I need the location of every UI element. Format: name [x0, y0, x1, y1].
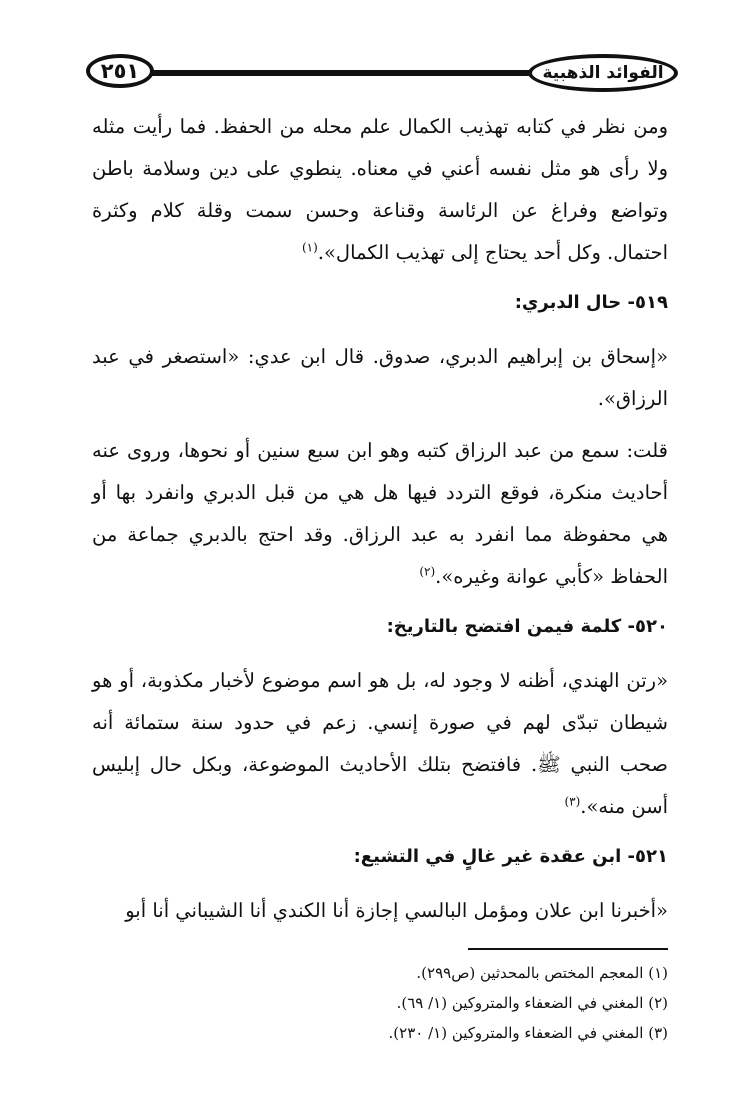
footnote-ref: (٣) — [564, 794, 581, 809]
footnote-divider — [468, 948, 668, 950]
paragraph-dabri-comment — [92, 430, 668, 598]
footnote-ref: (١) — [301, 240, 318, 255]
page-number: ٢٥١ — [86, 54, 154, 88]
paragraph-ibn-uqda — [92, 890, 668, 932]
section-heading-521: ٥٢١- ابن عقدة غير غالٍ في التشيع: — [353, 846, 668, 867]
paragraph-text: «إسحاق بن إبراهيم الدبري، صدوق. قال ابن عدي: «استصغر في عبد الرزاق». — [92, 345, 668, 410]
page-header — [86, 46, 678, 100]
footnote-ref: (٢) — [419, 564, 436, 579]
paragraph-ratan — [92, 660, 668, 828]
main-text — [92, 106, 668, 942]
paragraph-intro — [92, 106, 668, 274]
paragraph-dabri-quote — [92, 336, 668, 420]
footnote-1: (١) المعجم المختص بالمحدثين (ص٢٩٩). — [416, 964, 668, 982]
paragraph-text: ومن نظر في كتابه تهذيب الكمال علم محله من الحفظ. فما رأيت مثله ولا رأى هو مثل نفسه أعني في معناه. ينطوي على دين وسلامة باطن وتواضع وفراغ عن الرئاسة وقناعة وحسن سمت وقلة كلام وكثرة احتمال. وكل أحد يحتاج إلى تهذيب الكمال». — [92, 115, 668, 264]
footnotes — [92, 958, 668, 1048]
footnote-2: (٢) المغني في الضعفاء والمتروكين (١/ ٦٩). — [396, 994, 668, 1012]
section-heading-519: ٥١٩- حال الدبري: — [514, 292, 668, 313]
running-title: الفوائد الذهبية — [528, 54, 678, 92]
paragraph-text: «رتن الهندي، أظنه لا وجود له، بل هو اسم موضوع لأخبار مكذوبة، أو هو شيطان تبدّى لهم في صورة إنسي. زعم في حدود سنة ستمائة أنه صحب النبي ﷺ. فافتضح بتلك الأحاديث الموضوعة، وبكل حال إبليس أسن منه». — [92, 669, 668, 818]
paragraph-text: «أخبرنا ابن علان ومؤمل البالسي إجازة أنا الكندي أنا الشيباني أنا أبو — [125, 899, 668, 922]
paragraph-text: قلت: سمع من عبد الرزاق كتبه وهو ابن سبع سنين أو نحوها، وروى عنه أحاديث منكرة، فوقع التردد فيها هل هي من قبل الدبري وانفرد بها أو هي محفوظة مما انفرد به عبد الرزاق. وقد احتج بالدبري جماعة من الحفاظ «كأبي عوانة وغيره». — [92, 439, 668, 588]
footnote-3: (٣) المغني في الضعفاء والمتروكين (١/ ٢٣٠). — [388, 1024, 668, 1042]
section-heading-520: ٥٢٠- كلمة فيمن افتضح بالتاريخ: — [386, 616, 668, 637]
